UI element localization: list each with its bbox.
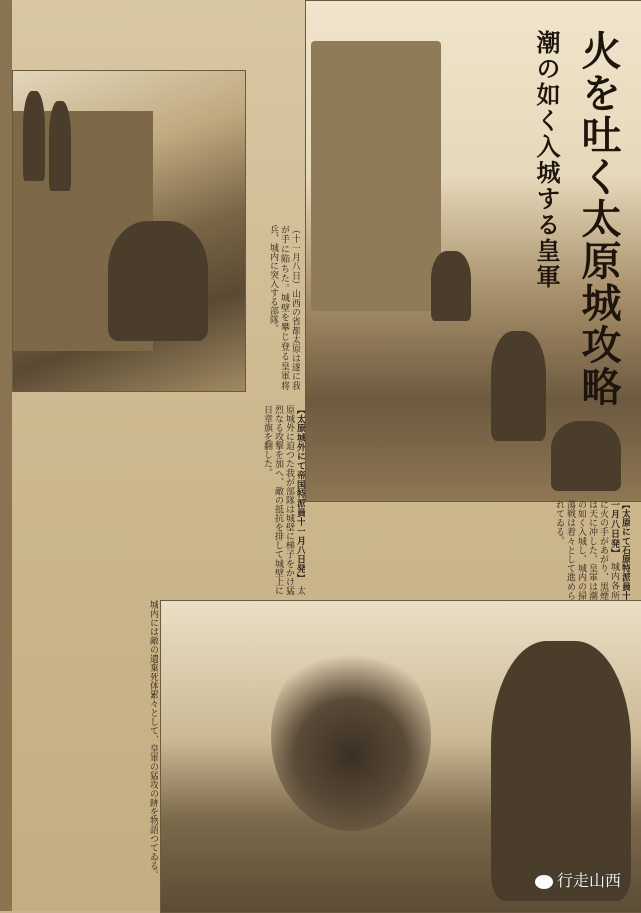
article-column-2 [305, 500, 630, 600]
soldier-figure [23, 91, 45, 181]
soldier-foreground [491, 641, 631, 901]
chat-bubble-icon [535, 875, 553, 889]
headline-subtitle: 潮の如く入城する皇軍 [532, 30, 560, 290]
column-2-heading: 【太原にて石原特派員十一月八日発】 [609, 500, 630, 600]
soldier-climbing [431, 251, 471, 321]
motorcycle-soldier [108, 221, 208, 341]
headline [529, 30, 627, 408]
article-column-1 [30, 405, 305, 595]
photo-caption: （十一月八日）山西の省都太原は遂に我が手に陥ちた。城壁を攀じ登る皇軍将兵、城内に突入する部隊。 [268, 225, 300, 390]
photo-soldiers-motorcycle [12, 70, 246, 392]
page-binding-edge [0, 0, 12, 911]
column-2-body: 城内各所に火の手があがり、黒煙は天に冲した。皇軍は潮の如く入城し、城内の掃蕩戦は着々として進められてゐる。 [554, 500, 619, 600]
soldier-climbing [551, 421, 621, 491]
soldier-figure [49, 101, 71, 191]
photo-burning-city [160, 600, 641, 913]
column-1-body: 太原城外に迫つた我が部隊は城壁に梯子をかけ猛烈なる攻撃を加へ、敵の抵抗を排して城壁上に日章旗を翻した。 [262, 405, 305, 595]
smoke-plume [271, 641, 431, 831]
city-gate-tower [311, 41, 441, 311]
article-column-3: 城内には敵の遺棄死体累々として、皇軍の猛攻の跡を物語つてゐる。 [148, 600, 158, 879]
headline-title: 火を吐く太原城攻略 [575, 30, 621, 408]
watermark [535, 868, 621, 891]
column-1-heading: 【太原城外にて帝国特派員十一月八日発】 [295, 405, 305, 583]
watermark-text: 行走山西 [556, 871, 621, 890]
